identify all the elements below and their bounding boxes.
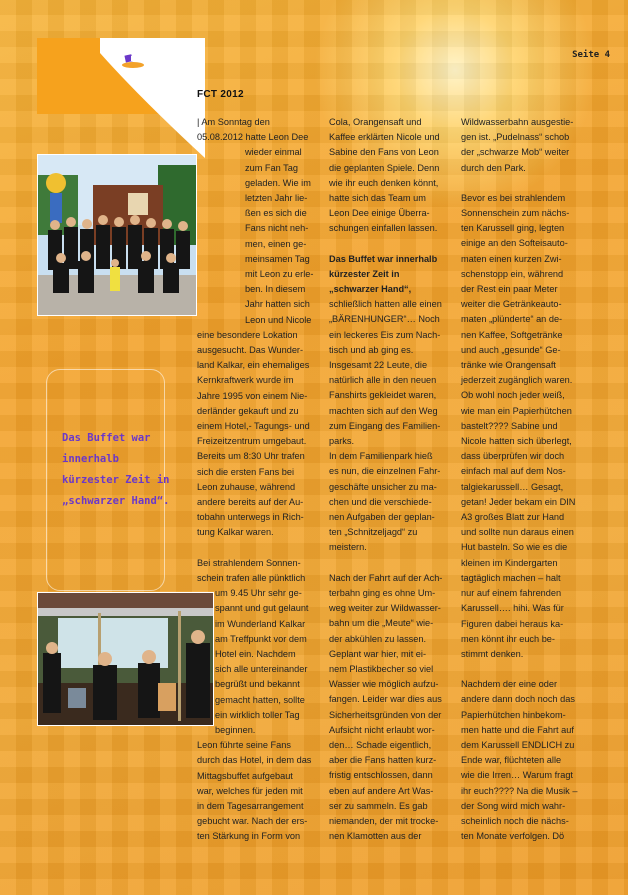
text-line: 05.08.2012 hatte Leon Dee bbox=[197, 132, 309, 143]
text-line: scheinlich noch die nächs- bbox=[461, 815, 569, 826]
text-line: Ende war, flüchteten alle bbox=[461, 755, 562, 766]
text-line: A3 großes Blatt zur Hand bbox=[461, 512, 565, 523]
text-line: gemacht hatten, sollte bbox=[215, 694, 305, 705]
text-line: sich alle untereinander bbox=[215, 664, 308, 675]
text-line: hatte sich das Team um bbox=[329, 193, 426, 204]
text-line: men könnt ihr euch be- bbox=[461, 633, 555, 644]
text-line: zum Fan Tag bbox=[245, 162, 298, 173]
text-line: tobahn unterwegs in Rich- bbox=[197, 512, 304, 523]
text-line: Geplant war hier, mit ei- bbox=[329, 648, 427, 659]
text-line: weg weiter zur Wildwasser- bbox=[329, 603, 441, 614]
text-line: tränke wie Orangensaft bbox=[461, 360, 556, 371]
text-line: geschäfte unsicher zu ma- bbox=[329, 481, 437, 492]
text-line: Leon und Nicole bbox=[245, 314, 312, 325]
text-line: Kernkraftwerk wurde im bbox=[197, 375, 294, 386]
text-line: Aufsicht nicht erlaubt wor- bbox=[329, 724, 435, 735]
text-line: getan! Jeder bekam ein DIN bbox=[461, 496, 576, 507]
text-line: gebucht war. Nach der ers- bbox=[197, 816, 308, 827]
text-line: letzten Jahr lie- bbox=[245, 193, 308, 204]
text-line: Leon führte seine Fans bbox=[197, 740, 291, 751]
text-line: ten „Schnitzeljagd“ zu bbox=[329, 527, 418, 538]
text-line: spannt und gut gelaunt bbox=[215, 603, 309, 614]
text-line: sich die ersten Fans bei bbox=[197, 466, 295, 477]
text-line: die geplanten Spiele. Denn bbox=[329, 162, 440, 173]
text-line: Kaffee erklärten Nicole und bbox=[329, 132, 440, 143]
text-line: wie die Irren… Warum fragt bbox=[461, 770, 573, 781]
text-line: war, welches für jeden mit bbox=[197, 785, 303, 796]
text-line: Sabine den Fans von Leon bbox=[329, 147, 439, 158]
text-line: Freizeitzentrum umgebaut. bbox=[197, 436, 307, 447]
text-line: meinsamen Tag bbox=[245, 253, 310, 264]
text-column-1 bbox=[197, 115, 322, 845]
text-line: einige an den Softeisauto- bbox=[461, 238, 568, 249]
text-line: der Song wird mich wahr- bbox=[461, 800, 566, 811]
text-line: maten einen kurzen Zwi- bbox=[461, 253, 562, 264]
text-line: derländer gekauft und zu bbox=[197, 405, 299, 416]
text-column-3 bbox=[461, 115, 585, 844]
text-line: Insgesamt 22 Leute, die bbox=[329, 360, 428, 371]
text-line: nen Aufgaben der geplan- bbox=[329, 512, 435, 523]
subheading-bold: „schwarzer Hand“, bbox=[329, 284, 412, 295]
text-line: natürlich alle in den neuen bbox=[329, 375, 437, 386]
text-line: Jahre 1995 von einem Nie- bbox=[197, 390, 308, 401]
text-line: men, einen ge- bbox=[245, 238, 307, 249]
text-line: Sicherheitsgründen von der bbox=[329, 709, 442, 720]
text-line: bastelt???? Sabine und bbox=[461, 420, 558, 431]
text-line: fristig entschlossen, dann bbox=[329, 770, 433, 781]
text-line: terbahn ging es ohne Um- bbox=[329, 587, 436, 598]
subheading-line: kürzester Zeit in bbox=[329, 268, 400, 279]
text-line: kleinen im Kindergarten bbox=[461, 557, 558, 568]
text-line: machten sich auf den Weg bbox=[329, 405, 438, 416]
text-line: eben auf andere Art Was- bbox=[329, 785, 434, 796]
text-line: der „schwarze Mob“ weiter bbox=[461, 147, 570, 158]
text-line: schließlich hatten alle einen bbox=[329, 299, 442, 310]
text-line: ser zu sammeln. Es gab bbox=[329, 800, 428, 811]
text-line: Nicole hatten sich überlegt, bbox=[461, 436, 572, 447]
text-line: im Wunderland Kalkar bbox=[215, 618, 306, 629]
text-line: einfach mal auf dem Nos- bbox=[461, 466, 566, 477]
text-line: Jahr hatten sich bbox=[245, 299, 310, 310]
text-line: durch den Park. bbox=[461, 162, 526, 173]
text-line: niemanden, der mit trocke- bbox=[329, 815, 439, 826]
text-line: maten „plünderte“ an de- bbox=[461, 314, 563, 325]
text-line: ßen es sich die bbox=[245, 208, 307, 219]
text-line: beginnen. bbox=[215, 724, 256, 735]
text-line: parks. bbox=[329, 436, 355, 447]
text-line: es nun, die einzelnen Fahr- bbox=[329, 466, 441, 477]
text-line: am Treffpunkt vor dem bbox=[215, 633, 307, 644]
text-line: meistern. bbox=[329, 542, 367, 553]
text-line: mit Leon zu erle- bbox=[245, 269, 314, 280]
pull-quote: Das Buffet war innerhalb kürzester Zeit in „schwarzer Hand“. bbox=[62, 432, 170, 507]
text-line: Figuren dabei heraus ka- bbox=[461, 618, 564, 629]
text-line: wieder einmal bbox=[245, 147, 302, 158]
text-line: Leon zuhause, während bbox=[197, 481, 296, 492]
text-line: tung Kalkar waren. bbox=[197, 527, 274, 538]
text-line: chen und die verschiede- bbox=[329, 496, 432, 507]
text-line: Ob wohl noch jeder weiß, bbox=[461, 390, 565, 401]
white-swoosh-decoration bbox=[100, 38, 205, 158]
text-line: der abkühlen zu lassen. bbox=[329, 633, 427, 644]
text-line: Fanshirts gekleidet waren, bbox=[329, 390, 437, 401]
text-line: und auch „gesunde“ Ge- bbox=[461, 344, 561, 355]
text-line: in dem Tagesarrangement bbox=[197, 800, 304, 811]
text-line: schenstopp ein, während bbox=[461, 268, 564, 279]
text-line: begrüßt und bekannt bbox=[215, 679, 300, 690]
group-photo bbox=[37, 154, 197, 316]
text-line: Cola, Orangensaft und bbox=[329, 117, 422, 127]
text-line: Papierhütchen hinbekom- bbox=[461, 709, 566, 720]
text-line: men hatte und die Fahrt auf bbox=[461, 724, 574, 735]
text-line: nen Kaffee, Softgetränke bbox=[461, 329, 563, 340]
text-line: Wasser wie möglich aufzu- bbox=[329, 679, 439, 690]
text-line: Hotel ein. Nachdem bbox=[215, 648, 296, 659]
text-line: fangen. Leider war dies aus bbox=[329, 694, 442, 705]
text-line: ben. In diesem bbox=[245, 284, 306, 295]
text-line: ein wirklich toller Tag bbox=[215, 709, 300, 720]
text-line: Wildwasserbahn ausgestie- bbox=[461, 117, 574, 127]
text-line: Bei strahlendem Sonnen- bbox=[197, 557, 301, 568]
text-line: ihr euch???? Na die Musik – bbox=[461, 785, 578, 796]
text-line: ausgesucht. Das Wunder- bbox=[197, 345, 304, 356]
text-line: schungen einfallen lassen. bbox=[329, 223, 438, 234]
text-line: einem Hotel,- Tagungs- und bbox=[197, 421, 310, 432]
text-line: wie man ein Papierhütchen bbox=[461, 405, 572, 416]
text-line: andere bereits auf der Au- bbox=[197, 497, 304, 508]
text-line: stimmt denken. bbox=[461, 648, 524, 659]
subheading-line bbox=[329, 282, 451, 297]
text-line: Nach der Fahrt auf der Ach- bbox=[329, 572, 443, 583]
text-line: dass überprüfen wir doch bbox=[461, 451, 565, 462]
text-line: aber die Fans hatten kurz- bbox=[329, 755, 437, 766]
text-line: um 9.45 Uhr sehr ge- bbox=[215, 588, 302, 599]
text-line: tisch und ab ging es. bbox=[329, 344, 414, 355]
text-line: | Am Sonntag den bbox=[197, 117, 270, 127]
subheading-line: Das Buffet war innerhalb bbox=[329, 253, 438, 264]
text-line: „BÄRENHUNGER“… Noch bbox=[329, 314, 440, 325]
text-line: schein trafen alle pünktlich bbox=[197, 572, 306, 583]
article-title: FCT 2012 bbox=[197, 89, 244, 100]
text-line: Leon Dee einige Überra- bbox=[329, 208, 430, 219]
text-line: Hut basteln. So wie es die bbox=[461, 542, 568, 553]
text-line: dem Karussell ENDLICH zu bbox=[461, 739, 575, 750]
text-line: ten Stärkung in Form von bbox=[197, 831, 301, 842]
text-line: Nachdem der eine oder bbox=[461, 679, 558, 690]
text-line: wie ihr euch denken könnt, bbox=[329, 177, 439, 188]
text-line: land Kalkar, ein ehemaliges bbox=[197, 360, 310, 371]
text-line: zum Eingang des Familien- bbox=[329, 420, 441, 431]
text-line: ten Karussell ging, legten bbox=[461, 223, 565, 234]
text-line: eine besondere Lokation bbox=[197, 329, 298, 340]
text-line: Fans nicht neh- bbox=[245, 223, 309, 234]
carousel-photo bbox=[37, 592, 214, 726]
text-line: andere dann doch noch das bbox=[461, 694, 575, 705]
text-line: Bereits um 8:30 Uhr trafen bbox=[197, 451, 305, 462]
text-line: den… Schade eigentlich, bbox=[329, 739, 432, 750]
text-line: tagtäglich machen – halt bbox=[461, 572, 561, 583]
logo-icon bbox=[120, 52, 146, 70]
wrapped-paragraph bbox=[197, 145, 322, 327]
text-line: Sonnenschein zum nächs- bbox=[461, 208, 570, 219]
text-line: bahn um die „Meute“ wie- bbox=[329, 618, 434, 629]
text-line: nem Plastikbecher so viel bbox=[329, 663, 434, 674]
wrapped-paragraph bbox=[197, 586, 322, 738]
text-line: durch das Hotel, in dem das bbox=[197, 755, 312, 766]
text-line: ein leckeres Eis zum Nach- bbox=[329, 329, 441, 340]
text-line: nur auf einem fahrenden bbox=[461, 588, 562, 599]
page-number: Seite 4 bbox=[572, 50, 610, 60]
text-line: Karussell…. hihi. Was für bbox=[461, 603, 564, 614]
text-line: ten Monate verfolgen. Dö bbox=[461, 831, 565, 842]
text-line: talgiekarussell… Gesagt, bbox=[461, 481, 564, 492]
text-line: geladen. Wie im bbox=[245, 177, 311, 188]
text-line: Bevor es bei strahlendem bbox=[461, 192, 566, 203]
text-line: Mittagsbuffet aufgebaut bbox=[197, 770, 293, 781]
text-line: der Rest ein paar Meter bbox=[461, 284, 558, 295]
text-line: jederzeit zugänglich waren. bbox=[461, 375, 573, 386]
text-column-2 bbox=[329, 115, 451, 844]
text-line: nen Klamotten aus der bbox=[329, 831, 422, 842]
text-line: gen ist. „Pudelnass“ schob bbox=[461, 132, 570, 143]
text-line: und sollte nun daraus einen bbox=[461, 527, 574, 538]
text-line: In dem Familienpark hieß bbox=[329, 451, 433, 462]
text-line: weiter die Getränkeauto- bbox=[461, 299, 562, 310]
